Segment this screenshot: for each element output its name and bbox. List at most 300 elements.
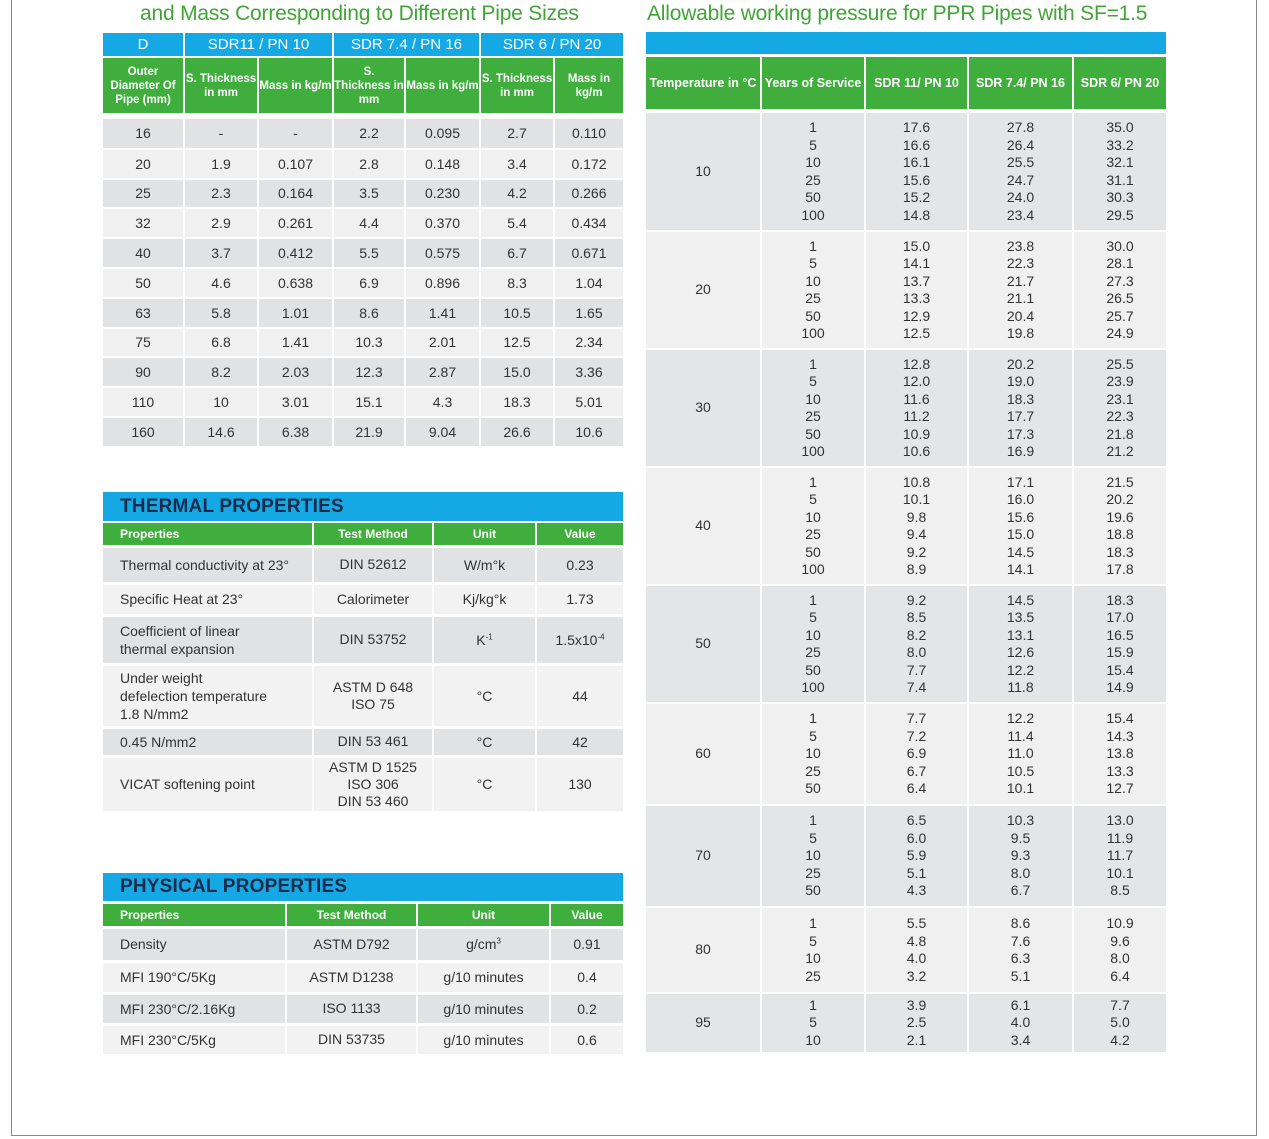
unit-text: K — [476, 631, 486, 648]
property-name: MFI 230°C/2.16Kg — [103, 993, 286, 1024]
physical-header-value: Value — [550, 904, 623, 926]
pressure-value: 8.5 — [906, 609, 927, 625]
cell-sdr74-mass: 2.01 — [405, 328, 480, 358]
cell-sdr11-thickness: 3.7 — [184, 238, 258, 268]
pressure-value: 24.0 — [1006, 189, 1035, 205]
unit-text: W/m°k — [463, 556, 506, 573]
unit — [417, 961, 550, 993]
pressure-value: 3.9 — [906, 996, 927, 1013]
years-value: 5 — [809, 609, 817, 625]
sdr6-cell — [1073, 467, 1166, 585]
table-row — [103, 328, 623, 358]
physical-properties-title: PHYSICAL PROPERTIES — [103, 873, 623, 901]
cell-sdr6-mass: 2.34 — [554, 328, 623, 358]
sdr6-cell — [1073, 805, 1166, 907]
cell-sdr11-mass: 3.01 — [258, 387, 333, 417]
table-row — [103, 929, 623, 961]
cell-sdr74-thickness: 2.2 — [333, 119, 405, 149]
pressure-value: 16.0 — [1006, 491, 1035, 507]
value-superscript: -4 — [597, 631, 605, 641]
cell-sdr6-thickness: 5.4 — [480, 208, 554, 238]
unit — [433, 756, 536, 812]
unit — [433, 615, 536, 664]
value-text: 44 — [572, 687, 588, 704]
cell-sdr6-mass: 0.266 — [554, 179, 623, 209]
years-cell — [761, 907, 865, 993]
temperature-cell: 30 — [646, 349, 761, 467]
pressure-value: 24.9 — [1106, 325, 1134, 341]
pressure-group-row — [646, 467, 1166, 585]
table-row — [103, 615, 623, 664]
physical-header-unit: Unit — [417, 904, 550, 926]
pressure-value: 16.9 — [1006, 443, 1035, 459]
pressure-value: 10.1 — [902, 491, 931, 507]
unit — [433, 727, 536, 756]
pressure-value: 22.3 — [1006, 255, 1035, 271]
pressure-value: 6.4 — [1110, 967, 1130, 984]
pressure-value: 7.7 — [906, 710, 927, 727]
test-method: DIN 53 461 — [313, 727, 433, 756]
value — [550, 993, 623, 1024]
col-header-thickness: S. Thickness in mm — [480, 58, 554, 113]
pressure-value: 9.3 — [1010, 847, 1031, 864]
sdr74-cell — [968, 907, 1073, 993]
cell-sdr11-mass: 0.164 — [258, 179, 333, 209]
pressure-value: 25.5 — [1106, 355, 1134, 372]
cell-sdr6-thickness: 26.6 — [480, 417, 554, 447]
cell-diameter: 110 — [103, 387, 184, 417]
unit — [433, 548, 536, 583]
pipe-table-group-header — [103, 33, 623, 56]
pressure-value: 28.1 — [1106, 255, 1134, 271]
unit-text: g/cm — [466, 936, 497, 953]
years-cell — [761, 349, 865, 467]
pressure-header-sdr6: SDR 6/ PN 20 — [1073, 57, 1166, 109]
cell-sdr74-mass: 0.370 — [405, 208, 480, 238]
years-value: 1 — [809, 355, 817, 372]
pressure-value: 32.1 — [1106, 154, 1134, 170]
years-value: 25 — [805, 171, 821, 188]
years-value: 100 — [801, 561, 825, 577]
years-value: 50 — [805, 661, 821, 678]
temperature-cell: 70 — [646, 805, 761, 907]
table-row — [103, 1024, 623, 1055]
value-text: 0.2 — [577, 1000, 597, 1017]
pressure-table-header — [646, 57, 1166, 109]
pressure-value: 7.7 — [906, 661, 927, 678]
pressure-header-sdr74: SDR 7.4/ PN 16 — [968, 57, 1073, 109]
years-value: 5 — [809, 373, 817, 389]
cell-sdr74-thickness: 15.1 — [333, 387, 405, 417]
cell-sdr6-thickness: 4.2 — [480, 179, 554, 209]
pressure-value: 33.2 — [1106, 136, 1134, 153]
sdr11-cell — [865, 805, 968, 907]
pressure-value: 10.1 — [1006, 780, 1035, 797]
pressure-value: 17.7 — [1006, 408, 1035, 424]
pressure-value: 21.7 — [1006, 272, 1035, 289]
cell-sdr6-thickness: 8.3 — [480, 268, 554, 298]
temperature-cell: 20 — [646, 231, 761, 349]
pressure-group-row — [646, 703, 1166, 805]
years-value: 1 — [809, 915, 817, 931]
pressure-table-body — [646, 113, 1166, 1054]
cell-diameter: 160 — [103, 417, 184, 447]
table-row — [103, 727, 623, 756]
pipe-table-column-header — [103, 58, 623, 113]
cell-sdr74-thickness: 3.5 — [333, 179, 405, 209]
years-value: 5 — [809, 491, 817, 507]
pressure-value: 12.7 — [1106, 780, 1134, 797]
years-value: 5 — [809, 255, 817, 271]
pressure-value: 18.3 — [1006, 390, 1035, 407]
pressure-value: 12.9 — [902, 307, 931, 324]
pressure-value: 11.9 — [1106, 829, 1134, 846]
cell-sdr74-mass: 4.3 — [405, 387, 480, 417]
pressure-value: 12.0 — [902, 373, 931, 389]
pressure-value: 16.6 — [902, 136, 931, 153]
value — [536, 727, 623, 756]
cell-sdr11-mass: 6.38 — [258, 417, 333, 447]
unit-text: °C — [476, 776, 493, 792]
years-value: 100 — [801, 325, 825, 341]
pressure-value: 3.4 — [1010, 1031, 1031, 1048]
table-row — [103, 298, 623, 328]
years-value: 50 — [805, 307, 821, 324]
pressure-value: 9.5 — [1010, 829, 1031, 846]
pressure-value: 8.0 — [1010, 864, 1031, 881]
property-name: MFI 190°C/5Kg — [103, 961, 286, 993]
years-value: 10 — [805, 950, 821, 966]
pressure-table-blue-bar — [646, 32, 1166, 54]
pressure-value: 21.2 — [1106, 443, 1134, 459]
unit-superscript: -1 — [485, 631, 493, 641]
cell-sdr6-mass: 0.110 — [554, 119, 623, 149]
cell-sdr11-thickness: 5.8 — [184, 298, 258, 328]
pressure-value: 20.2 — [1006, 355, 1035, 372]
cell-sdr6-thickness: 10.5 — [480, 298, 554, 328]
pressure-value: 13.3 — [902, 290, 931, 306]
cell-sdr11-thickness: 4.6 — [184, 268, 258, 298]
value — [550, 961, 623, 993]
years-value: 10 — [805, 626, 821, 643]
pressure-value: 25.7 — [1106, 307, 1134, 324]
years-value: 5 — [809, 136, 817, 153]
value — [536, 615, 623, 664]
thermal-header-method: Test Method — [313, 523, 433, 545]
property-name: Specific Heat at 23° — [103, 583, 313, 615]
thermal-header-value: Value — [536, 523, 623, 545]
pressure-value: 6.4 — [906, 780, 927, 797]
sdr11-cell — [865, 231, 968, 349]
pressure-value: 12.2 — [1006, 710, 1035, 727]
pressure-value: 6.9 — [906, 745, 927, 762]
cell-sdr11-thickness: 2.9 — [184, 208, 258, 238]
cell-sdr11-mass: 1.01 — [258, 298, 333, 328]
test-method: DIN 53735 — [286, 1024, 417, 1055]
pressure-value: 11.0 — [1007, 745, 1034, 762]
cell-sdr74-mass: 0.148 — [405, 149, 480, 179]
cell-sdr11-thickness: 6.8 — [184, 328, 258, 358]
table-row — [103, 357, 623, 387]
test-method: DIN 52612 — [313, 548, 433, 583]
pressure-value: 6.7 — [906, 762, 927, 779]
pressure-value: 30.3 — [1106, 189, 1134, 205]
table-row — [103, 664, 623, 727]
pressure-value: 11.2 — [903, 408, 930, 424]
pressure-value: 8.0 — [906, 644, 927, 660]
cell-sdr74-mass: 9.04 — [405, 417, 480, 447]
sdr11-cell — [865, 907, 968, 993]
sdr11-cell — [865, 113, 968, 231]
sdr6-cell — [1073, 231, 1166, 349]
unit-text: °C — [476, 687, 493, 704]
pressure-value: 15.6 — [1006, 508, 1035, 525]
years-value: 5 — [809, 829, 817, 846]
pressure-value: 2.1 — [906, 1031, 927, 1048]
pressure-value: 29.5 — [1106, 206, 1134, 223]
cell-sdr74-thickness: 21.9 — [333, 417, 405, 447]
pressure-value: 23.4 — [1006, 206, 1035, 223]
pressure-value: 14.5 — [1006, 591, 1035, 608]
pressure-value: 8.5 — [1110, 882, 1130, 899]
cell-sdr74-mass: 1.41 — [405, 298, 480, 328]
cell-sdr6-thickness: 3.4 — [480, 149, 554, 179]
unit-text: Kj/kg°k — [462, 591, 507, 607]
pressure-group-row — [646, 993, 1166, 1053]
value-text: 1.73 — [566, 591, 594, 607]
col-header-thickness: S. Thickness in mm — [333, 58, 405, 113]
pressure-value: 15.2 — [902, 189, 931, 205]
cell-sdr74-mass: 0.575 — [405, 238, 480, 268]
property-name: 0.45 N/mm2 — [103, 727, 313, 756]
physical-table — [103, 929, 623, 1057]
value-text: 0.91 — [573, 936, 601, 953]
cell-diameter: 50 — [103, 268, 184, 298]
cell-sdr6-mass: 0.172 — [554, 149, 623, 179]
cell-sdr74-thickness: 4.4 — [333, 208, 405, 238]
years-value: 1 — [809, 812, 817, 829]
cell-sdr11-thickness: 1.9 — [184, 149, 258, 179]
pressure-value: 19.6 — [1106, 508, 1134, 525]
pressure-value: 5.0 — [1110, 1014, 1130, 1031]
years-value: 25 — [805, 290, 821, 306]
sdr6-cell — [1073, 585, 1166, 703]
years-value: 5 — [809, 1014, 817, 1031]
cell-sdr74-thickness: 8.6 — [333, 298, 405, 328]
pressure-value: 13.8 — [1106, 745, 1134, 762]
pressure-value: 24.7 — [1006, 171, 1035, 188]
cell-diameter: 32 — [103, 208, 184, 238]
cell-sdr74-thickness: 6.9 — [333, 268, 405, 298]
years-cell — [761, 113, 865, 231]
cell-sdr11-mass: 0.261 — [258, 208, 333, 238]
pressure-value: 11.7 — [1106, 847, 1134, 864]
pressure-value: 9.4 — [906, 526, 927, 542]
pressure-value: 21.5 — [1106, 473, 1134, 490]
table-row — [103, 268, 623, 298]
cell-sdr11-mass: 1.41 — [258, 328, 333, 358]
cell-sdr6-mass: 0.671 — [554, 238, 623, 268]
value — [550, 929, 623, 961]
years-value: 5 — [809, 932, 817, 949]
table-row — [103, 993, 623, 1024]
table-row — [103, 179, 623, 209]
unit-text: g/10 minutes — [443, 1000, 524, 1017]
unit — [417, 993, 550, 1024]
pressure-value: 25.5 — [1006, 154, 1035, 170]
pressure-group-row — [646, 349, 1166, 467]
years-value: 10 — [805, 847, 821, 864]
cell-diameter: 25 — [103, 179, 184, 209]
test-method: ISO 1133 — [286, 993, 417, 1024]
pressure-group-row — [646, 113, 1166, 231]
cell-diameter: 40 — [103, 238, 184, 268]
cell-sdr74-mass: 0.230 — [405, 179, 480, 209]
value — [536, 548, 623, 583]
pressure-value: 13.0 — [1106, 812, 1134, 829]
test-method: Calorimeter — [313, 583, 433, 615]
value — [536, 583, 623, 615]
cell-sdr6-thickness: 2.7 — [480, 119, 554, 149]
sdr6-cell — [1073, 703, 1166, 805]
col-header-mass: Mass in kg/m — [405, 58, 480, 113]
years-value: 1 — [809, 996, 817, 1013]
sdr11-cell — [865, 703, 968, 805]
pressure-value: 9.6 — [1110, 932, 1130, 949]
pressure-value: 23.8 — [1006, 237, 1035, 254]
pressure-value: 27.3 — [1106, 272, 1134, 289]
cell-sdr74-mass: 0.095 — [405, 119, 480, 149]
pressure-value: 6.5 — [906, 812, 927, 829]
test-method: ASTM D 1525 ISO 306 DIN 53 460 — [313, 756, 433, 812]
years-cell — [761, 805, 865, 907]
cell-sdr11-thickness: 14.6 — [184, 417, 258, 447]
pressure-value: 21.8 — [1106, 425, 1134, 442]
years-value: 25 — [805, 762, 821, 779]
pressure-value: 12.2 — [1006, 661, 1035, 678]
unit — [417, 929, 550, 961]
years-value: 25 — [805, 967, 821, 984]
pressure-value: 18.3 — [1106, 543, 1134, 560]
pressure-value: 4.2 — [1110, 1031, 1130, 1048]
group-header-sdr6: SDR 6 / PN 20 — [502, 36, 602, 53]
thermal-properties-title: THERMAL PROPERTIES — [103, 492, 623, 521]
pressure-value: 4.0 — [906, 950, 927, 966]
years-value: 25 — [805, 644, 821, 660]
pressure-value: 14.8 — [902, 206, 931, 223]
years-value: 100 — [801, 206, 825, 223]
physical-header — [103, 904, 623, 926]
pressure-header-years: Years of Service — [761, 57, 865, 109]
pressure-value: 13.5 — [1006, 609, 1035, 625]
test-method: ASTM D 648 ISO 75 — [313, 664, 433, 727]
value-text: 42 — [572, 733, 588, 750]
pressure-value: 5.1 — [1010, 967, 1031, 984]
years-value: 50 — [805, 882, 821, 899]
unit-text: g/10 minutes — [443, 969, 524, 985]
years-value: 25 — [805, 408, 821, 424]
pressure-table-title: Allowable working pressure for PPR Pipes with SF=1.5 — [647, 2, 1148, 25]
col-header-thickness: S. Thickness in mm — [184, 58, 258, 113]
pressure-value: 14.3 — [1106, 727, 1134, 744]
sdr11-cell — [865, 993, 968, 1053]
cell-sdr11-mass: 0.107 — [258, 149, 333, 179]
sdr74-cell — [968, 703, 1073, 805]
pressure-value: 4.0 — [1010, 1014, 1031, 1031]
cell-sdr6-thickness: 15.0 — [480, 357, 554, 387]
pressure-value: 5.1 — [906, 864, 927, 881]
cell-sdr6-thickness: 18.3 — [480, 387, 554, 417]
pressure-value: 11.6 — [903, 390, 930, 407]
sdr11-cell — [865, 467, 968, 585]
table-row — [103, 756, 623, 812]
pressure-value: 30.0 — [1106, 237, 1134, 254]
pressure-value: 23.9 — [1106, 373, 1134, 389]
pressure-value: 13.3 — [1106, 762, 1134, 779]
pressure-value: 13.7 — [902, 272, 931, 289]
pressure-value: 18.3 — [1106, 591, 1134, 608]
cell-sdr6-mass: 1.65 — [554, 298, 623, 328]
property-name: Coefficient of linear thermal expansion — [103, 615, 313, 664]
cell-sdr74-mass: 2.87 — [405, 357, 480, 387]
thermal-table — [103, 548, 623, 814]
pressure-value: 15.9 — [1106, 644, 1134, 660]
years-value: 10 — [805, 390, 821, 407]
unit-superscript: 3 — [496, 936, 501, 946]
years-cell — [761, 231, 865, 349]
pressure-value: 19.8 — [1006, 325, 1035, 341]
cell-diameter: 90 — [103, 357, 184, 387]
value — [550, 1024, 623, 1055]
test-method: DIN 53752 — [313, 615, 433, 664]
years-value: 10 — [805, 272, 821, 289]
years-value: 50 — [805, 425, 821, 442]
pressure-value: 3.2 — [906, 967, 927, 984]
pressure-value: 14.1 — [902, 255, 931, 271]
pressure-value: 9.2 — [906, 543, 927, 560]
sdr74-cell — [968, 231, 1073, 349]
col-header-mass: Mass in kg/m — [258, 58, 333, 113]
pipe-table-body — [103, 119, 623, 448]
pressure-value: 12.8 — [902, 355, 931, 372]
years-value: 10 — [805, 508, 821, 525]
pressure-value: 15.4 — [1106, 661, 1134, 678]
years-value: 10 — [805, 745, 821, 762]
thermal-header-properties: Properties — [103, 523, 313, 545]
cell-sdr6-thickness: 12.5 — [480, 328, 554, 358]
years-value: 25 — [805, 864, 821, 881]
sdr74-cell — [968, 467, 1073, 585]
years-value: 1 — [809, 710, 817, 727]
value-text: 1.5x10 — [555, 631, 598, 648]
pressure-value: 20.2 — [1106, 491, 1134, 507]
unit — [417, 1024, 550, 1055]
table-row — [103, 149, 623, 179]
temperature-cell: 60 — [646, 703, 761, 805]
thermal-header — [103, 523, 623, 545]
cell-sdr6-mass: 1.04 — [554, 268, 623, 298]
table-row — [103, 238, 623, 268]
property-name: Thermal conductivity at 23° — [103, 548, 313, 583]
years-cell — [761, 467, 865, 585]
cell-sdr74-mass: 0.896 — [405, 268, 480, 298]
sdr74-cell — [968, 349, 1073, 467]
temperature-cell: 10 — [646, 113, 761, 231]
pressure-value: 26.5 — [1106, 290, 1134, 306]
pressure-value: 14.5 — [1006, 543, 1035, 560]
value-text: 0.6 — [577, 1031, 597, 1048]
pressure-value: 9.8 — [906, 508, 927, 525]
